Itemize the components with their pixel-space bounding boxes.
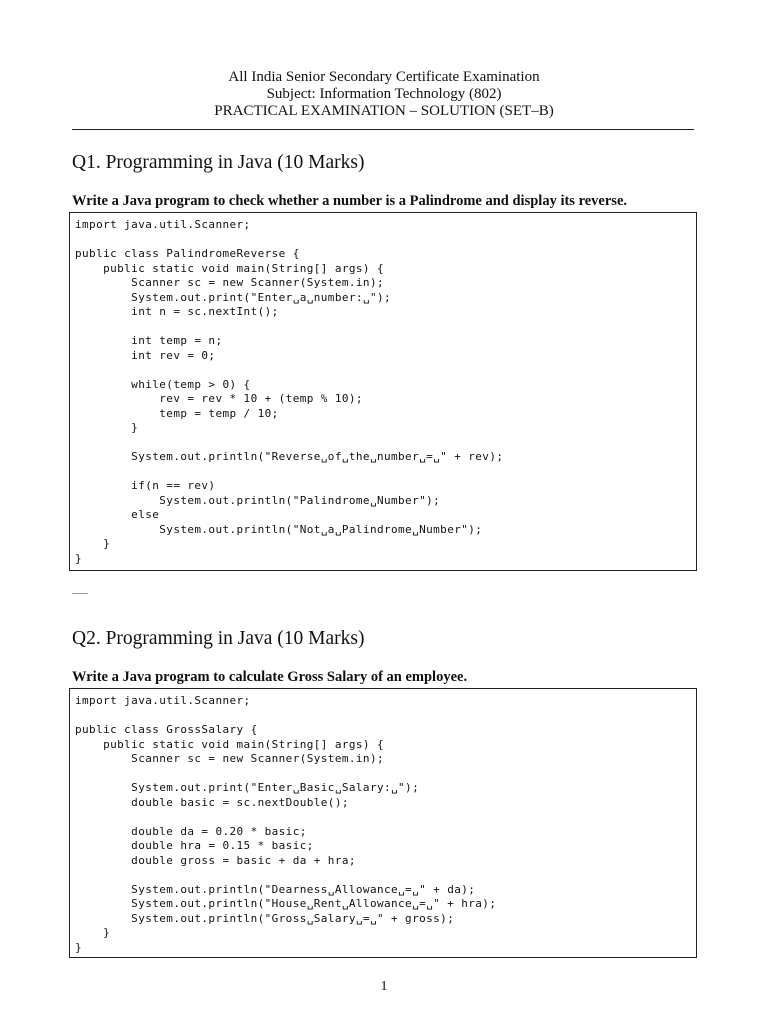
exam-subtitle: PRACTICAL EXAMINATION – SOLUTION (SET–B) [214, 103, 554, 119]
q1-prompt: Write a Java program to check whether a number is a Palindrome and display its reverse. [72, 193, 628, 209]
code-line: double basic = sc.nextDouble(); [75, 795, 349, 809]
code-line: System.out.println("House␣Rent␣Allowance␣=␣" + hra); [75, 897, 497, 910]
code-line: Scanner sc = new Scanner(System.in); [75, 752, 384, 765]
code-line: int n = sc.nextInt(); [75, 305, 279, 318]
code-line: Scanner sc = new Scanner(System.in); [75, 276, 384, 289]
exam-title: All India Senior Secondary Certificate Examination [228, 69, 540, 85]
code-line: public class PalindromeReverse { [75, 247, 300, 260]
code-line: System.out.println("Reverse␣of␣the␣number␣=␣" + rev); [75, 450, 504, 463]
code-line: } [75, 537, 111, 550]
code-line: System.out.println("Dearness␣Allowance␣=␣" + da); [75, 882, 476, 896]
code-line: int rev = 0; [75, 348, 216, 362]
code-line: public static void main(String[] args) { [75, 261, 384, 275]
code-line: System.out.print("Enter␣a␣number:␣"); [75, 290, 392, 304]
subject-line: Subject: Information Technology (802) [266, 86, 502, 102]
separator-dash [72, 593, 88, 594]
code-line: if(n == rev) [75, 479, 216, 492]
code-line: } [75, 926, 111, 939]
code-line: System.out.println("Gross␣Salary␣=␣" + gross); [75, 911, 455, 925]
code-line: double hra = 0.15 * basic; [75, 839, 314, 852]
code-line: } [75, 551, 83, 565]
code-line: double da = 0.20 * basic; [75, 824, 307, 838]
code-line: public static void main(String[] args) { [75, 737, 384, 751]
code-line: rev = rev * 10 + (temp % 10); [75, 392, 363, 405]
code-line: System.out.println("Palindrome␣Number"); [75, 493, 441, 507]
code-line: else [75, 508, 160, 521]
code-line: temp = temp / 10; [75, 406, 279, 420]
q2-prompt: Write a Java program to calculate Gross Salary of an employee. [72, 669, 468, 685]
code-line: import java.util.Scanner; [75, 218, 251, 231]
code-line: import java.util.Scanner; [75, 694, 251, 707]
q1-code-block [69, 212, 697, 571]
code-line: System.out.println("Not␣a␣Palindrome␣Number"); [75, 522, 483, 536]
q1-title: Q1. Programming in Java (10 Marks) [72, 152, 365, 173]
code-line: double gross = basic + da + hra; [75, 853, 356, 867]
header-rule [72, 129, 694, 130]
code-line: } [75, 421, 139, 434]
code-line: int temp = n; [75, 334, 223, 347]
code-line: while(temp > 0) { [75, 377, 251, 391]
page-number: 1 [380, 979, 388, 994]
code-line: public class GrossSalary { [75, 723, 258, 736]
q2-title: Q2. Programming in Java (10 Marks) [72, 628, 365, 649]
q2-code-block [69, 688, 697, 958]
code-line: System.out.print("Enter␣Basic␣Salary:␣"); [75, 781, 420, 794]
code-line: } [75, 940, 83, 954]
